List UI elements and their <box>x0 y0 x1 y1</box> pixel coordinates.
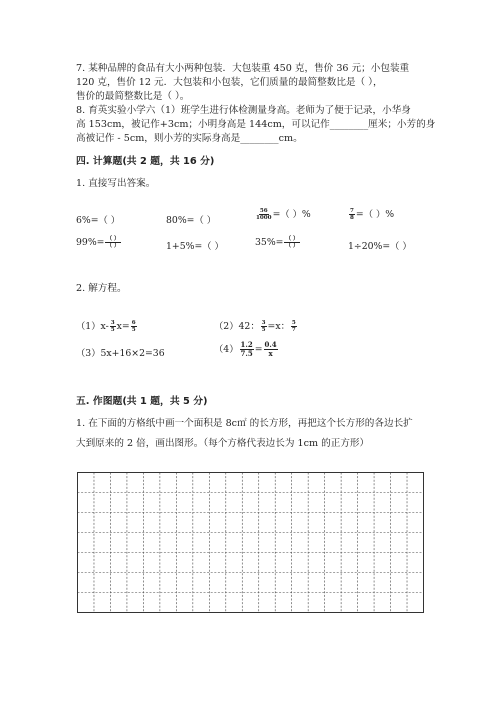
question-8-line-1: 8. 育英实验小学六（1）班学生进行体检测量身高。老师为了便于记录，小华身 <box>76 105 411 116</box>
equation-1: （1）x- $\frac{3}{5}$ x= $\frac{6}{5}$ <box>76 320 136 333</box>
section-4-heading: 四. 计算题(共 2 题，共 16 分) <box>76 156 215 167</box>
calc-item-6: 1+5%=（ ） <box>166 241 224 252</box>
fraction: $\frac{1.2}{7.5}$ <box>240 340 253 358</box>
section-5-heading: 五. 作图题(共 1 题，共 5 分) <box>76 396 208 407</box>
calc-item-1: 6%=（ ） <box>76 215 121 226</box>
fraction: $\frac{56}{1000}$ <box>256 208 272 221</box>
fraction: $\frac{3}{5}$ <box>110 320 115 333</box>
calc-item-8: 1÷20%=（ ） <box>348 241 412 252</box>
equation-4: （4） $\frac{1.2}{7.5}$ = $\frac{0.4}{x}$ <box>214 340 277 358</box>
question-7-line-3: 售价的最简整数比是（ ）。 <box>76 91 190 102</box>
fraction: $\frac{5}{7}$ <box>291 320 296 333</box>
equation-3: （3）5x+16×2=36 <box>76 348 165 359</box>
grid-border <box>78 473 424 613</box>
calc-item-5: 99%= $\frac{( )}{( )}$ <box>76 236 120 249</box>
question-7-line-2: 120 克，售价 12 元．大包装和小包装，它们质量的最简整数比是（ ）， <box>76 77 383 88</box>
calc-item-2: 80%=（ ） <box>166 215 217 226</box>
fraction: $\frac{( )}{( )}$ <box>106 236 120 249</box>
question-8-line-3: 高被记作 - 5cm，则小芳的实际身高是________cm。 <box>76 133 303 144</box>
question-8-line-2: 高 153cm，被记作+3cm；小明身高是 144cm，可以记作________厘米；小芳的身 <box>76 119 436 130</box>
fraction: $\frac{6}{5}$ <box>131 320 136 333</box>
question-7-line-1: 7. 某种品牌的食品有大小两种包装．大包装重 450 克，售价 36 元；小包装重 <box>76 63 410 74</box>
fraction: $\frac{7}{8}$ <box>350 208 354 221</box>
fraction: $\frac{( )}{( )}$ <box>285 236 299 249</box>
equation-2: （2）42： $\frac{3}{5}$ =x： $\frac{5}{7}$ <box>214 320 296 333</box>
drawing-q1-line-2: 大到原来的 2 倍，画出图形。（每个方格代表边长为 1cm 的正方形） <box>76 438 370 449</box>
calc-item-7: 35%= $\frac{( )}{( )}$ <box>255 236 299 249</box>
fraction: $\frac{3}{5}$ <box>261 320 266 333</box>
calc-item-3: $\frac{56}{1000}$ =（ ）% <box>256 208 311 221</box>
calc-item-4: $\frac{7}{8}$ =（ ）% <box>350 208 395 221</box>
fraction: $\frac{0.4}{x}$ <box>264 340 277 358</box>
equation-q2-title: 2. 解方程。 <box>76 283 127 294</box>
calc-q1-title: 1. 直接写出答案。 <box>76 178 156 189</box>
grid-paper[interactable] <box>77 472 424 613</box>
drawing-q1-line-1: 1. 在下面的方格纸中画一个面积是 8c㎡ 的长方形，再把这个长方形的各边长扩 <box>76 418 413 429</box>
